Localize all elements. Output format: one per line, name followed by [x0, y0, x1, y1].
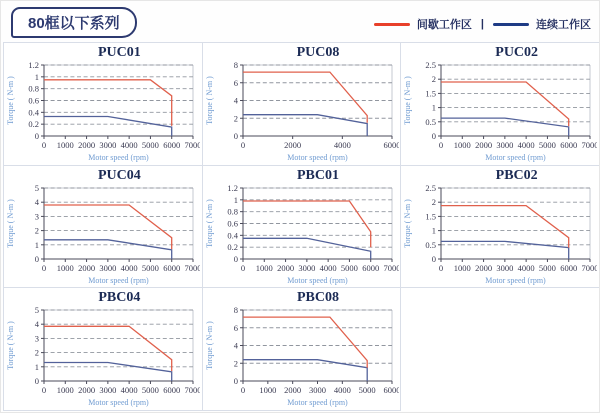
chart-panel-pbc01 — [203, 166, 402, 289]
svg-text:Torque ( N-m ): Torque ( N-m ) — [204, 76, 214, 125]
svg-text:4000: 4000 — [120, 140, 138, 150]
svg-text:2: 2 — [233, 113, 238, 124]
svg-text:1000: 1000 — [56, 262, 74, 273]
svg-text:6: 6 — [233, 323, 238, 334]
svg-text:7000: 7000 — [581, 140, 598, 150]
chart-panel-pbc08 — [203, 288, 402, 411]
svg-text:4000: 4000 — [120, 385, 138, 396]
svg-text:0: 0 — [240, 385, 245, 396]
svg-text:Motor speed (rpm): Motor speed (rpm) — [88, 275, 149, 285]
chart-puc01 — [4, 60, 202, 166]
svg-text:Motor speed (rpm): Motor speed (rpm) — [485, 153, 547, 162]
svg-text:7000: 7000 — [581, 262, 598, 273]
legend-label-continuous: 连续工作区 — [536, 19, 591, 31]
svg-text:3000: 3000 — [99, 140, 117, 150]
svg-text:0.5: 0.5 — [425, 116, 437, 127]
chart-pbc04 — [4, 305, 202, 411]
svg-text:4: 4 — [233, 95, 238, 106]
svg-text:2000: 2000 — [283, 385, 301, 396]
svg-text:4: 4 — [34, 319, 39, 330]
svg-text:Motor speed (rpm): Motor speed (rpm) — [286, 153, 348, 162]
svg-text:2000: 2000 — [78, 385, 96, 396]
svg-text:1: 1 — [34, 239, 39, 250]
svg-text:0.5: 0.5 — [425, 239, 437, 250]
chart-grid — [3, 42, 600, 411]
svg-text:Motor speed (rpm): Motor speed (rpm) — [88, 398, 149, 408]
chart-title-puc02: PUC02 — [495, 45, 539, 60]
chart-title-puc01: PUC01 — [97, 45, 141, 60]
chart-panel-pbc02 — [401, 166, 600, 289]
svg-text:Torque ( N-m ): Torque ( N-m ) — [6, 76, 15, 125]
svg-text:Torque ( N-m ): Torque ( N-m ) — [204, 198, 214, 248]
svg-text:1: 1 — [34, 362, 39, 373]
chart-title-pbc01: PBC01 — [296, 167, 339, 183]
svg-text:3000: 3000 — [496, 262, 514, 273]
legend — [374, 16, 591, 32]
svg-text:6000: 6000 — [163, 385, 181, 396]
svg-text:2000: 2000 — [283, 140, 301, 150]
svg-text:5000: 5000 — [340, 262, 358, 273]
svg-text:6000: 6000 — [560, 140, 578, 150]
svg-text:3: 3 — [34, 211, 39, 222]
svg-text:0.2: 0.2 — [227, 241, 238, 252]
chart-puc04 — [4, 183, 202, 289]
continuous-line-swatch — [493, 23, 529, 26]
svg-text:4000: 4000 — [517, 262, 535, 273]
svg-text:4000: 4000 — [319, 262, 337, 273]
svg-text:1.2: 1.2 — [28, 60, 39, 70]
chart-pbc01 — [203, 183, 401, 289]
svg-text:5000: 5000 — [141, 262, 159, 273]
chart-pbc08 — [203, 305, 401, 411]
svg-text:5000: 5000 — [539, 140, 557, 150]
svg-text:2: 2 — [432, 196, 437, 207]
svg-text:5000: 5000 — [141, 385, 159, 396]
svg-text:2000: 2000 — [276, 262, 294, 273]
svg-text:0.6: 0.6 — [227, 218, 238, 229]
svg-text:6000: 6000 — [560, 262, 578, 273]
svg-text:3000: 3000 — [99, 385, 117, 396]
svg-text:0: 0 — [240, 262, 245, 273]
svg-text:5000: 5000 — [141, 140, 159, 150]
svg-text:0.8: 0.8 — [28, 83, 39, 94]
svg-text:1.5: 1.5 — [425, 211, 437, 222]
chart-panel-puc02 — [401, 43, 600, 166]
svg-text:4000: 4000 — [333, 140, 351, 150]
chart-panel-puc04 — [4, 166, 203, 289]
svg-text:0: 0 — [233, 253, 238, 264]
svg-text:7000: 7000 — [383, 262, 399, 273]
chart-pbc02 — [401, 183, 599, 289]
chart-title-puc08: PUC08 — [296, 45, 340, 60]
svg-text:3: 3 — [34, 333, 39, 344]
svg-text:1000: 1000 — [56, 140, 74, 150]
svg-text:2000: 2000 — [475, 140, 493, 150]
svg-text:4000: 4000 — [517, 140, 535, 150]
svg-text:3000: 3000 — [298, 262, 316, 273]
chart-panel-puc01 — [4, 43, 203, 166]
svg-text:5: 5 — [34, 182, 39, 193]
svg-text:0.6: 0.6 — [28, 95, 39, 106]
chart-panel-pbc04 — [4, 288, 203, 411]
svg-text:3000: 3000 — [308, 385, 326, 396]
svg-text:5000: 5000 — [358, 385, 376, 396]
svg-text:1000: 1000 — [255, 262, 273, 273]
svg-text:5: 5 — [34, 305, 39, 316]
svg-text:0: 0 — [41, 140, 47, 150]
svg-text:0.4: 0.4 — [28, 107, 39, 118]
chart-puc02 — [401, 60, 599, 166]
svg-text:Torque ( N-m ): Torque ( N-m ) — [403, 76, 413, 125]
svg-text:1: 1 — [432, 102, 437, 113]
svg-text:4000: 4000 — [333, 385, 351, 396]
svg-text:7000: 7000 — [184, 140, 200, 150]
svg-text:0: 0 — [41, 385, 47, 396]
svg-text:3000: 3000 — [496, 140, 514, 150]
svg-text:0: 0 — [432, 131, 437, 141]
chart-title-pbc08: PBC08 — [296, 290, 339, 306]
chart-panel-puc08 — [203, 43, 402, 166]
series-badge: 80框以下系列 — [11, 7, 137, 38]
svg-text:2: 2 — [233, 358, 238, 369]
svg-text:8: 8 — [233, 60, 238, 70]
svg-text:1000: 1000 — [258, 385, 276, 396]
empty-panel — [401, 288, 600, 411]
svg-text:3000: 3000 — [99, 262, 117, 273]
svg-text:2000: 2000 — [475, 262, 493, 273]
svg-text:0.2: 0.2 — [28, 119, 39, 130]
svg-text:2000: 2000 — [78, 140, 96, 150]
svg-text:0: 0 — [34, 131, 39, 141]
svg-text:4000: 4000 — [120, 262, 138, 273]
svg-text:6: 6 — [233, 77, 238, 88]
svg-text:1: 1 — [34, 71, 39, 82]
svg-text:Torque ( N-m ): Torque ( N-m ) — [6, 321, 15, 371]
svg-text:1000: 1000 — [454, 140, 472, 150]
svg-text:Torque ( N-m ): Torque ( N-m ) — [6, 198, 15, 248]
svg-text:1000: 1000 — [454, 262, 472, 273]
svg-text:6000: 6000 — [383, 140, 399, 150]
svg-text:2: 2 — [34, 347, 39, 358]
svg-text:1000: 1000 — [56, 385, 74, 396]
chart-title-pbc02: PBC02 — [495, 167, 538, 183]
svg-text:1.2: 1.2 — [227, 182, 238, 193]
svg-text:0: 0 — [233, 131, 238, 141]
svg-text:Motor speed (rpm): Motor speed (rpm) — [286, 398, 348, 408]
svg-text:Motor speed (rpm): Motor speed (rpm) — [286, 275, 348, 285]
svg-text:8: 8 — [233, 305, 238, 316]
svg-text:2: 2 — [34, 225, 39, 236]
svg-text:1.5: 1.5 — [425, 88, 437, 99]
svg-text:0: 0 — [41, 262, 47, 273]
svg-text:1: 1 — [233, 194, 238, 205]
chart-title-puc04: PUC04 — [97, 167, 141, 183]
svg-text:6000: 6000 — [383, 385, 399, 396]
intermittent-line-swatch — [374, 23, 410, 26]
svg-text:0: 0 — [240, 140, 245, 150]
svg-text:4: 4 — [34, 196, 39, 207]
svg-text:6000: 6000 — [361, 262, 379, 273]
svg-text:2: 2 — [432, 74, 437, 85]
svg-text:2000: 2000 — [78, 262, 96, 273]
svg-text:5000: 5000 — [539, 262, 557, 273]
header — [1, 1, 599, 41]
svg-text:0.8: 0.8 — [227, 206, 238, 217]
svg-text:6000: 6000 — [163, 140, 181, 150]
legend-label-intermittent: 间歇工作区 — [416, 19, 472, 31]
svg-text:Torque ( N-m ): Torque ( N-m ) — [204, 321, 214, 371]
svg-text:2.5: 2.5 — [425, 60, 437, 70]
svg-text:0: 0 — [432, 253, 437, 264]
svg-text:4: 4 — [233, 340, 238, 351]
svg-text:Motor speed (rpm): Motor speed (rpm) — [485, 275, 547, 285]
svg-text:0: 0 — [439, 262, 444, 273]
svg-text:7000: 7000 — [184, 262, 200, 273]
svg-text:6000: 6000 — [163, 262, 181, 273]
svg-text:1: 1 — [432, 225, 437, 236]
chart-puc08 — [203, 60, 401, 166]
svg-text:7000: 7000 — [184, 385, 200, 396]
chart-title-pbc04: PBC04 — [98, 290, 141, 306]
svg-text:Torque ( N-m ): Torque ( N-m ) — [403, 198, 413, 248]
svg-text:0: 0 — [34, 376, 39, 387]
svg-text:0.4: 0.4 — [227, 229, 238, 240]
svg-text:Motor speed (rpm): Motor speed (rpm) — [88, 153, 149, 162]
svg-text:0: 0 — [233, 376, 238, 387]
svg-text:0: 0 — [439, 140, 444, 150]
svg-text:0: 0 — [34, 253, 39, 264]
svg-text:2.5: 2.5 — [425, 182, 437, 193]
legend-separator: | — [480, 18, 484, 30]
